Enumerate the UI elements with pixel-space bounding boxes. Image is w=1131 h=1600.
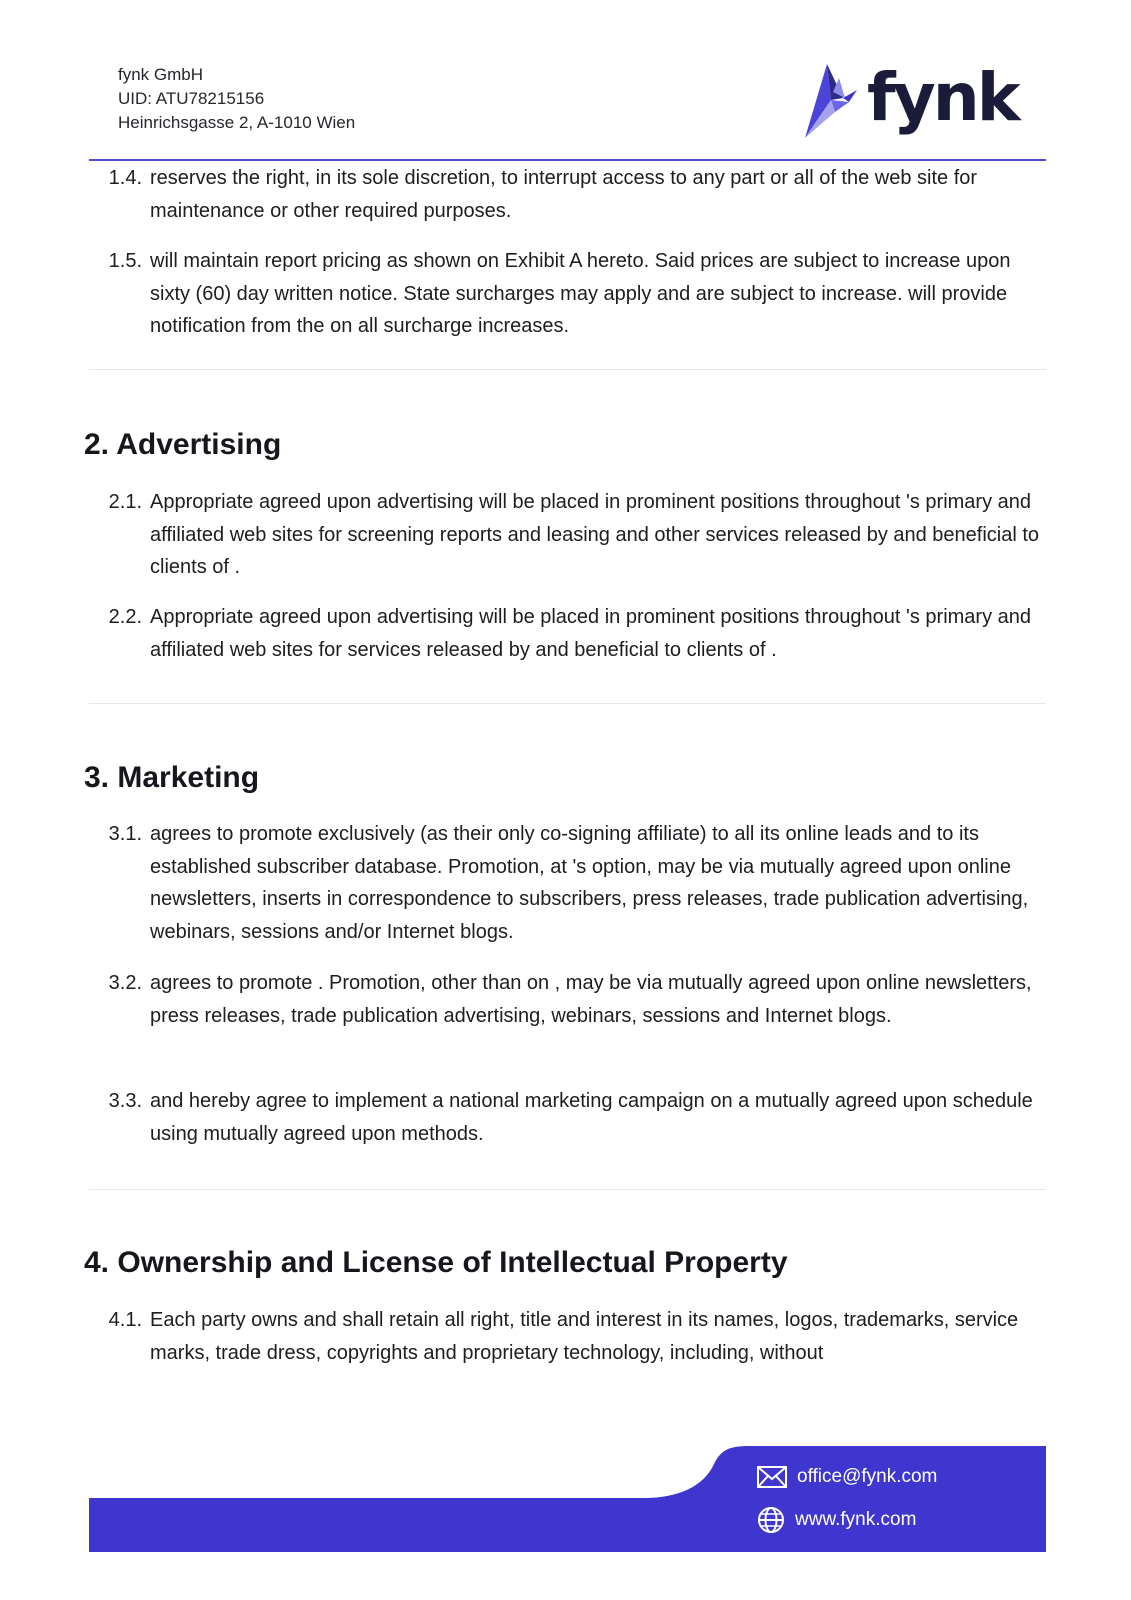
footer-email-text[interactable]: office@fynk.com <box>797 1466 938 1487</box>
section-divider <box>89 703 1046 704</box>
clause-3-3 <box>84 1085 1046 1150</box>
clause-1-5 <box>84 245 1046 343</box>
clause-text: and hereby agree to implement a national marketing campaign on a mutually agreed upon schedule using mutually agreed upon methods. <box>150 1090 1033 1145</box>
section-title-advertising: 2. Advertising <box>84 428 282 461</box>
origami-bird-icon <box>805 62 867 140</box>
clause-3-1 <box>84 818 1046 948</box>
clause-number: 3.1. <box>108 823 142 845</box>
fynk-logo <box>805 59 1018 142</box>
header-rule <box>89 159 1046 161</box>
clause-text: Each party owns and shall retain all right, title and interest in its names, logos, trademarks, service marks, trade dress, copyrights and proprietary technology, including, without <box>150 1309 1019 1364</box>
clause-number: 2.1. <box>108 491 142 513</box>
clause-number: 2.2. <box>108 606 142 628</box>
clause-number: 1.4. <box>108 167 142 189</box>
footer-website[interactable] <box>757 1505 916 1535</box>
company-info <box>118 63 355 135</box>
clause-number: 1.5. <box>108 250 142 272</box>
section-title-intellectual-property: 4. Ownership and License of Intellectual Property <box>84 1246 788 1279</box>
company-address: Heinrichsgasse 2, A-1010 Wien <box>118 113 356 132</box>
footer-email[interactable] <box>757 1462 937 1492</box>
globe-icon <box>757 1506 785 1534</box>
clause-text: reserves the right, in its sole discretion, to interrupt access to any part or all of the web site for maintenance or other required purposes. <box>150 167 978 222</box>
clause-text: agrees to promote . Promotion, other than on , may be via mutually agreed upon online newsletters, press releases, trade publication advertising, webinars, sessions and Internet blogs. <box>150 972 1032 1027</box>
clause-number: 4.1. <box>108 1309 142 1331</box>
envelope-icon <box>757 1466 787 1488</box>
footer-website-text[interactable]: www.fynk.com <box>795 1509 917 1530</box>
clause-text: agrees to promote exclusively (as their only co-signing affiliate) to all its online leads and to its established subscriber database. Promotion, at 's option, may be via mutually agreed upon online newsletters, inserts in correspondence to subscribers, press releases, trade publication advertising, webinars, sessions and/or Internet blogs. <box>150 823 1029 943</box>
clause-number: 3.2. <box>108 972 142 994</box>
clause-text: Appropriate agreed upon advertising will be placed in prominent positions throughout 's primary and affiliated web sites for services released by and beneficial to clients of . <box>150 606 1032 661</box>
clause-number: 3.3. <box>108 1090 142 1112</box>
company-uid: UID: ATU78215156 <box>118 89 265 108</box>
section-divider <box>89 369 1046 370</box>
clause-2-1 <box>84 486 1046 584</box>
section-divider <box>89 1189 1046 1190</box>
clause-3-2 <box>84 967 1046 1032</box>
clause-1-4 <box>84 162 1046 227</box>
clause-2-2 <box>84 601 1046 666</box>
company-name: fynk GmbH <box>118 65 204 84</box>
clause-text: Appropriate agreed upon advertising will be placed in prominent positions throughout 's primary and affiliated web sites for screening reports and leasing and other services released by and beneficial to clients of . <box>150 491 1040 578</box>
section-title-marketing: 3. Marketing <box>84 761 260 794</box>
clause-text: will maintain report pricing as shown on Exhibit A hereto. Said prices are subject to increase upon sixty (60) day written notice. State surcharges may apply and are subject to increase. will provide notification from the on all surcharge increases. <box>150 250 1011 337</box>
logo-wordmark: fynk <box>867 59 1018 136</box>
clause-4-1 <box>84 1304 1046 1369</box>
